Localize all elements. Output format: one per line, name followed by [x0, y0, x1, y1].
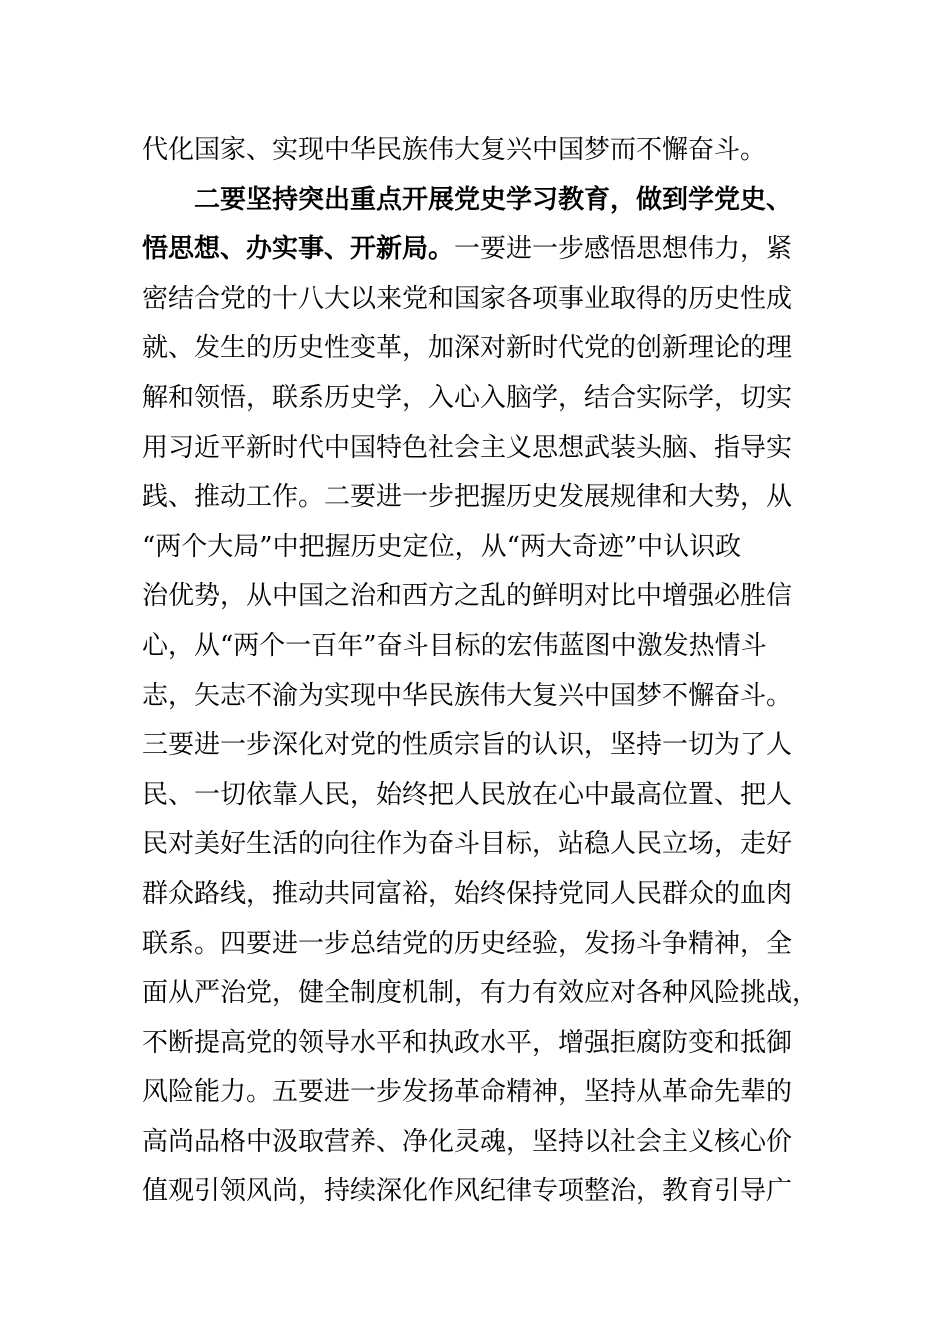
text-segment: 民对美好生活的向往作为奋斗目标，站稳人民立场，走好	[142, 829, 793, 860]
text-line	[142, 969, 819, 1019]
text-line	[142, 870, 802, 920]
text-line	[142, 920, 802, 970]
text-segment: 用习近平新时代中国特色社会主义思想武装头脑、指导实	[142, 432, 793, 463]
text-segment: 密结合党的十八大以来党和国家各项事业取得的历史性成	[142, 283, 793, 314]
bold-text-segment: 悟思想、办实事、开新局。	[142, 234, 455, 265]
text-segment: 志，矢志不渝为实现中华民族伟大复兴中国梦不懈奋斗。	[142, 680, 793, 711]
text-line	[142, 473, 802, 523]
text-line	[142, 176, 802, 226]
text-line	[142, 771, 802, 821]
text-segment: 不断提高党的领导水平和执政水平，增强拒腐防变和抵御	[142, 1027, 793, 1058]
text-segment: 面从严治党，健全制度机制，有力有效应对各种风险挑战，	[142, 978, 819, 1009]
text-segment: 就、发生的历史性变革，加深对新时代党的创新理论的理	[142, 333, 793, 364]
text-line	[142, 523, 802, 573]
text-line	[142, 126, 802, 176]
text-segment: 心，从“两个一百年”奋斗目标的宏伟蓝图中激发热情斗	[142, 630, 767, 661]
text-line	[142, 1118, 802, 1168]
text-line	[142, 672, 802, 722]
text-segment: 联系。四要进一步总结党的历史经验，发扬斗争精神，全	[142, 928, 793, 959]
text-segment: 解和领悟，联系历史学，入心入脑学，结合实际学，切实	[142, 382, 793, 413]
text-segment: 风险能力。五要进一步发扬革命精神，坚持从革命先辈的	[142, 1077, 793, 1108]
text-line	[142, 324, 802, 374]
bold-text-segment: 二要坚持突出重点开展党史学习教育，做到学党史、	[194, 184, 793, 215]
text-line	[142, 820, 802, 870]
text-line	[142, 225, 802, 275]
text-segment: 三要进一步深化对党的性质宗旨的认识，坚持一切为了人	[142, 730, 793, 761]
text-segment: 群众路线，推动共同富裕，始终保持党同人民群众的血肉	[142, 878, 793, 909]
text-segment: 践、推动工作。二要进一步把握历史发展规律和大势，从	[142, 482, 793, 513]
text-segment: 代化国家、实现中华民族伟大复兴中国梦而不懈奋斗。	[142, 135, 767, 165]
text-segment: 民、一切依靠人民，始终把人民放在心中最高位置、把人	[142, 779, 793, 810]
text-line	[142, 424, 802, 474]
text-line	[142, 374, 802, 424]
text-line	[142, 721, 802, 771]
text-line	[142, 1167, 802, 1217]
text-segment: 治优势，从中国之治和西方之乱的鲜明对比中增强必胜信	[142, 581, 793, 612]
text-segment: “两个大局”中把握历史定位，从“两大奇迹”中认识政	[142, 531, 742, 562]
text-line	[142, 622, 802, 672]
text-line	[142, 1068, 802, 1118]
text-segment: 一要进一步感悟思想伟力，紧	[454, 234, 793, 265]
text-segment: 值观引领风尚，持续深化作风纪律专项整治，教育引导广	[142, 1176, 793, 1207]
text-line	[142, 572, 802, 622]
text-segment: 高尚品格中汲取营养、净化灵魂，坚持以社会主义核心价	[142, 1126, 793, 1157]
text-line	[142, 1019, 802, 1069]
text-line	[142, 275, 802, 325]
body-text	[142, 126, 819, 1217]
